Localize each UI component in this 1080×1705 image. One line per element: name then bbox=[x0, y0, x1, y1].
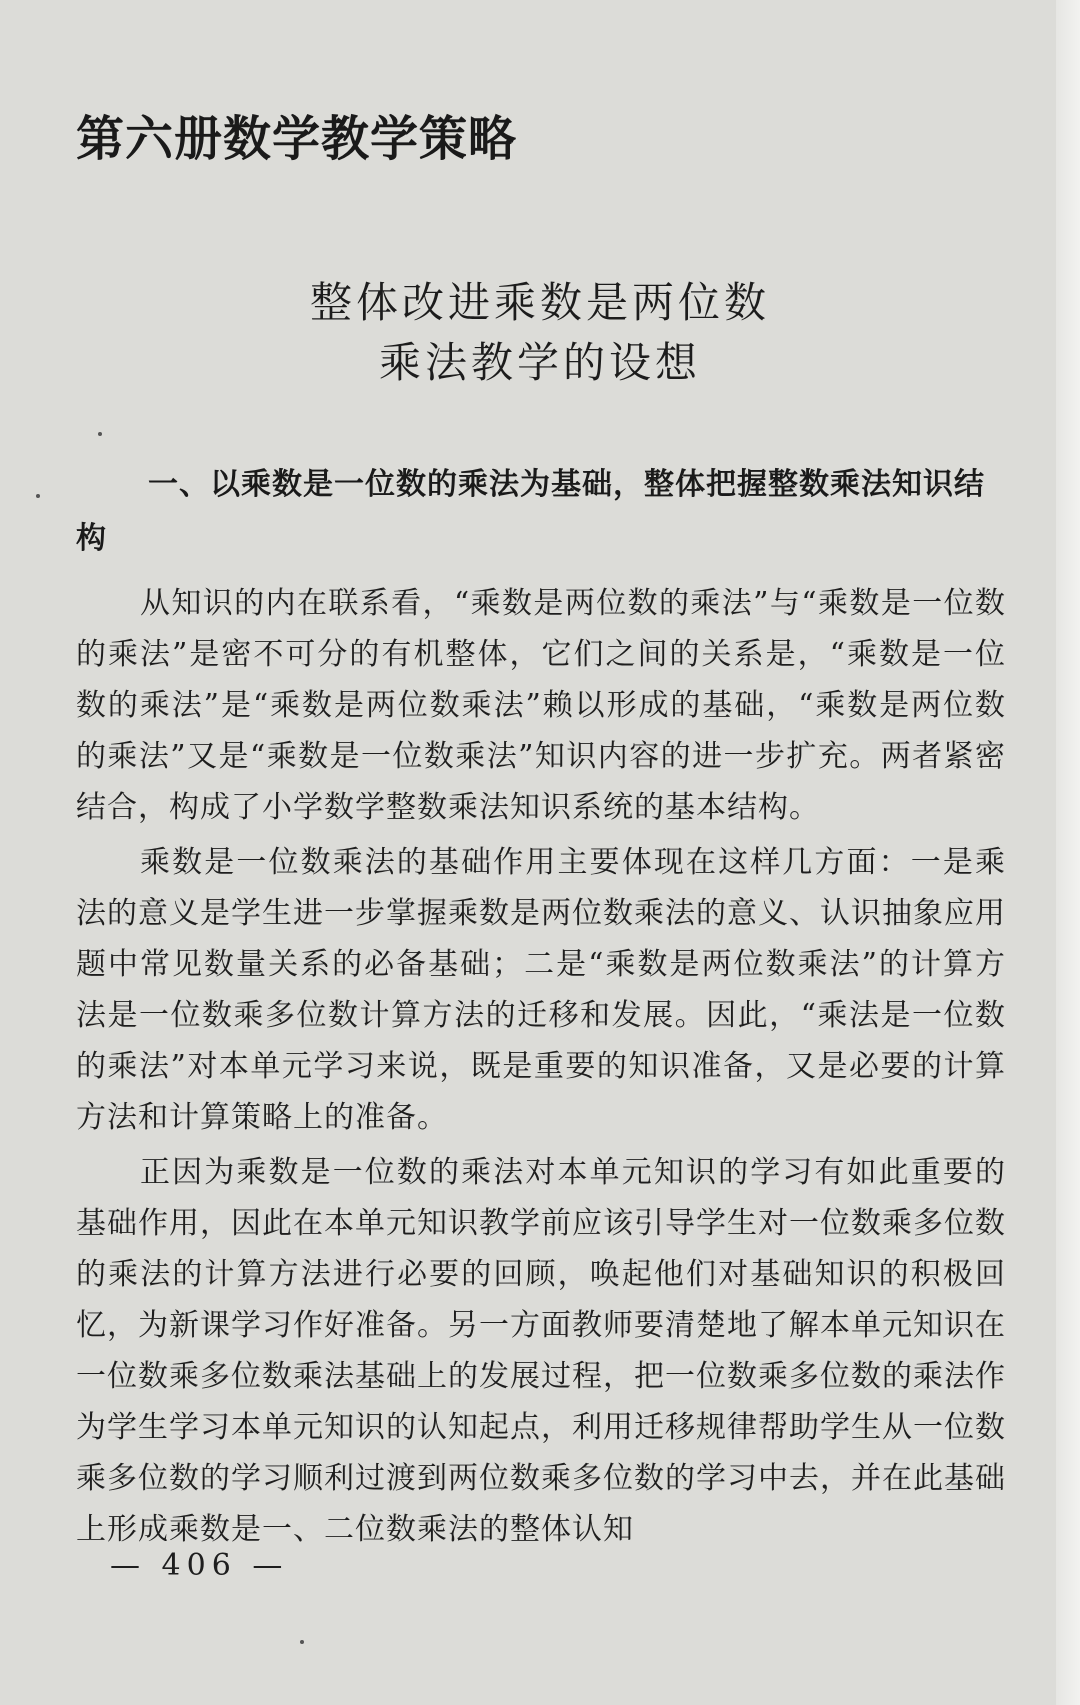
running-head: 第六册数学教学策略 bbox=[76, 111, 518, 167]
section-heading: 一、以乘数是一位数的乘法为基础，整体把握整数乘法知识结构 bbox=[76, 467, 985, 556]
page-number: — 406 — bbox=[110, 1548, 289, 1583]
print-speck bbox=[98, 432, 102, 436]
paragraph-1: 从知识的内在联系看，“乘数是两位数的乘法”与“乘数是一位数的乘法”是密不可分的有机整体，它们之间的关系是，“乘数是一位数的乘法”是“乘数是两位数乘法”赖以形成的基础，“乘数是两位数的乘法”又是“乘数是一位数乘法”知识内容的进一步扩充。两者紧密结合，构成了小学数学整数乘法知识系统的基本结构。 bbox=[76, 586, 1006, 825]
paragraph-3: 正因为乘数是一位数的乘法对本单元知识的学习有如此重要的基础作用，因此在本单元知识教学前应该引导学生对一位数乘多位数的乘法的计算方法进行必要的回顾，唤起他们对基础知识的积极回忆，为新课学习作好准备。另一方面教师要清楚地了解本单元知识在一位数乘多位数乘法基础上的发展过程，把一位数乘多位数的乘法作为学生学习本单元知识的认知起点，利用迁移规律帮助学生从一位数乘多位数的学习顺利过渡到两位数乘多位数的学习中去，并在此基础上形成乘数是一、二位数乘法的整体认知 bbox=[76, 1155, 1006, 1547]
article-title-line-1: 整体改进乘数是两位数 bbox=[309, 278, 770, 327]
body-text bbox=[76, 578, 1006, 1559]
article-title-line-2: 乘法教学的设想 bbox=[378, 338, 701, 387]
print-speck bbox=[300, 1640, 304, 1644]
print-speck bbox=[36, 494, 40, 498]
paragraph-2: 乘数是一位数乘法的基础作用主要体现在这样几方面：一是乘法的意义是学生进一步掌握乘数是两位数乘法的意义、认识抽象应用题中常见数量关系的必备基础；二是“乘数是两位数乘法”的计算方法是一位数乘多位数计算方法的迁移和发展。因此，“乘法是一位数的乘法”对本单元学习来说，既是重要的知识准备，又是必要的计算方法和计算策略上的准备。 bbox=[76, 845, 1006, 1135]
page-edge bbox=[1056, 0, 1080, 1705]
